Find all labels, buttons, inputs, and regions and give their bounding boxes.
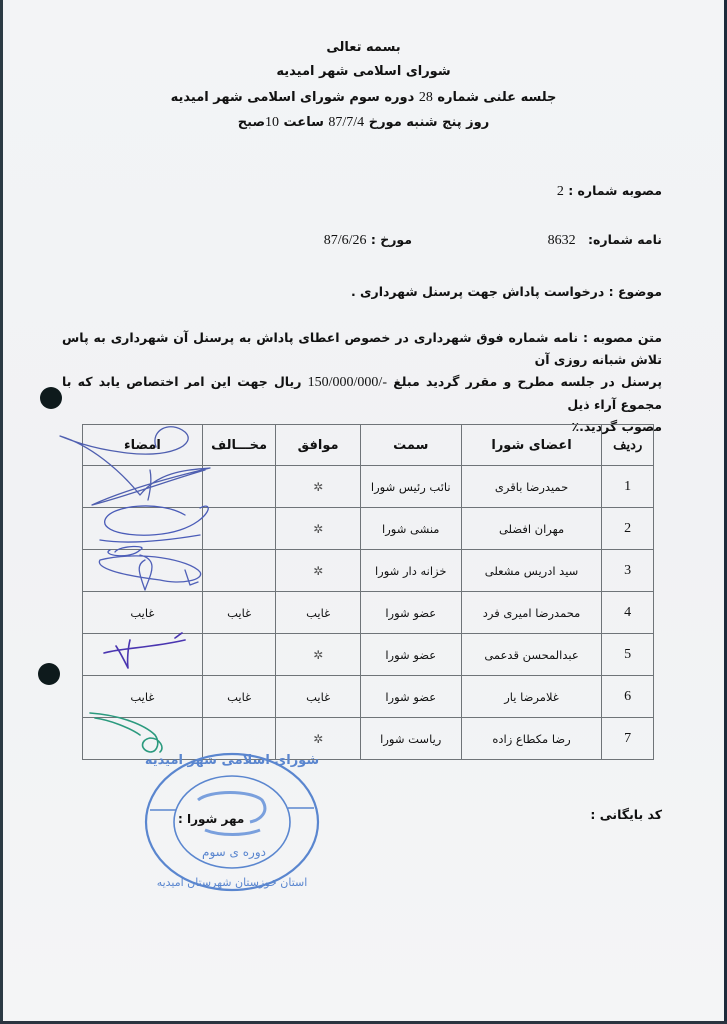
signature-cell: [83, 466, 203, 508]
letter-number: [548, 232, 662, 249]
agree-mark: غایب: [276, 592, 360, 634]
member-role: خزانه دار شورا: [360, 550, 461, 592]
header-role: سمت: [360, 425, 461, 466]
punch-hole-lower: [38, 663, 60, 685]
member-role: نائب رئیس شورا: [360, 466, 461, 508]
table-row: [83, 550, 654, 592]
header-member: اعضای شورا: [461, 425, 602, 466]
punch-hole-upper: [40, 387, 62, 409]
member-name: مهران افضلی: [461, 508, 602, 550]
member-role: عضو شورا: [360, 676, 461, 718]
member-role: عضو شورا: [360, 592, 461, 634]
archive-code-label: کد بایگانی :: [590, 807, 662, 822]
row-index: 4: [602, 592, 654, 634]
signature-cell: [83, 550, 203, 592]
letter-number-value: 8632: [547, 233, 576, 248]
member-name: حمیدرضا باقری: [461, 466, 602, 508]
subject-value: درخواست پاداش جهت پرسنل شهرداری .: [350, 284, 605, 299]
stamp-center: دوره ی سوم: [202, 845, 266, 859]
archive-code: [590, 807, 662, 822]
member-role: ریاست شورا: [360, 718, 461, 760]
agree-mark: غایب: [276, 676, 360, 718]
agree-mark: ✲: [276, 466, 360, 508]
body-label: متن مصوبه :: [582, 330, 662, 345]
organization-title: شورای اسلامی شهر امیدیه: [276, 64, 451, 79]
session-number: 28: [418, 90, 433, 105]
member-name: محمدرضا امیری فرد: [461, 592, 602, 634]
signature-cell: غایب: [83, 676, 203, 718]
agree-mark: ✲: [276, 550, 360, 592]
signature-cell: [83, 508, 203, 550]
resolution-body: [62, 327, 662, 438]
member-name: عبدالمحسن قدعمی: [461, 634, 602, 676]
disagree-mark: [202, 718, 276, 760]
session-line: [0, 90, 727, 106]
stamp-label: مهر شورا :: [178, 812, 245, 826]
agree-mark: ✲: [276, 634, 360, 676]
table-header-row: [83, 425, 654, 466]
table-row: [83, 592, 654, 634]
header-signature: امضاء: [83, 425, 203, 466]
member-name: رضا مکطاع زاده: [461, 718, 602, 760]
stamp-ring-top: شورای اسلامی شهر امیدیه: [144, 753, 320, 768]
signature-cell: [83, 634, 203, 676]
meeting-date: 87/7/4: [328, 115, 365, 130]
agree-mark: ✲: [276, 508, 360, 550]
row-index: 7: [602, 718, 654, 760]
body-text-1: نامه شماره فوق شهرداری در خصوص اعطای پاداش به پرسنل آن شهرداری به پاس تلاش شبانه روزی آن: [62, 330, 662, 367]
subject-line: [351, 284, 662, 299]
votes-table: [82, 424, 654, 760]
disagree-mark: [202, 508, 276, 550]
body-line-3: مصوب گردید.٪: [571, 419, 662, 434]
time-value: 10: [265, 115, 280, 130]
session-prefix: جلسه علنی شماره: [437, 90, 557, 105]
disagree-mark: [202, 466, 276, 508]
disagree-mark: [202, 550, 276, 592]
disagree-mark: [202, 634, 276, 676]
header-disagree: مخـــالف: [202, 425, 276, 466]
signature-cell: [83, 718, 203, 760]
body-text-2b: ریال جهت این امر اختصاص یابد که با مجموع آراء ذیل: [62, 374, 662, 412]
invocation-line: بسمه تعالی: [326, 40, 401, 55]
resolution-number-value: 2: [556, 184, 564, 199]
disagree-mark: غایب: [202, 592, 276, 634]
row-index: 1: [602, 466, 654, 508]
stamp-ring-bottom: استان خوزستان شهرستان امیدیه: [156, 876, 308, 889]
letter-date-value: 87/6/26: [323, 233, 367, 248]
session-suffix: دوره سوم شورای اسلامی شهر امیدیه: [170, 90, 415, 105]
subject-label: موضوع :: [608, 284, 662, 299]
amount-value: 150/000/000/-: [307, 375, 387, 390]
header-index: ردیف: [602, 425, 654, 466]
time-label: ساعت: [283, 115, 324, 130]
body-line-1: [62, 327, 662, 371]
meeting-date-line: [0, 115, 727, 131]
header-agree: موافق: [276, 425, 360, 466]
table-row: [83, 508, 654, 550]
table-row: [83, 676, 654, 718]
signature-cell: غایب: [83, 592, 203, 634]
member-role: عضو شورا: [360, 634, 461, 676]
resolution-number: [557, 183, 662, 200]
resolution-number-label: مصوبه شماره :: [568, 183, 662, 198]
row-index: 5: [602, 634, 654, 676]
row-index: 6: [602, 676, 654, 718]
row-index: 3: [602, 550, 654, 592]
table-row: [83, 718, 654, 760]
body-text-2a: پرسنل در جلسه مطرح و مقرر گردید مبلغ: [393, 374, 663, 389]
letter-date: [324, 232, 412, 249]
agree-mark: ✲: [276, 718, 360, 760]
disagree-mark: غایب: [202, 676, 276, 718]
time-suffix: صبح: [237, 115, 266, 130]
table-row: [83, 466, 654, 508]
member-name: غلامرضا یار: [461, 676, 602, 718]
row-index: 2: [602, 508, 654, 550]
date-prefix: روز پنج شنبه مورخ: [368, 115, 490, 130]
member-name: سید ادریس مشعلی: [461, 550, 602, 592]
member-role: منشی شورا: [360, 508, 461, 550]
body-line-2: [62, 371, 662, 416]
table-row: [83, 634, 654, 676]
letter-date-label: مورخ :: [370, 232, 412, 247]
letter-number-label: نامه شماره:: [588, 232, 662, 247]
